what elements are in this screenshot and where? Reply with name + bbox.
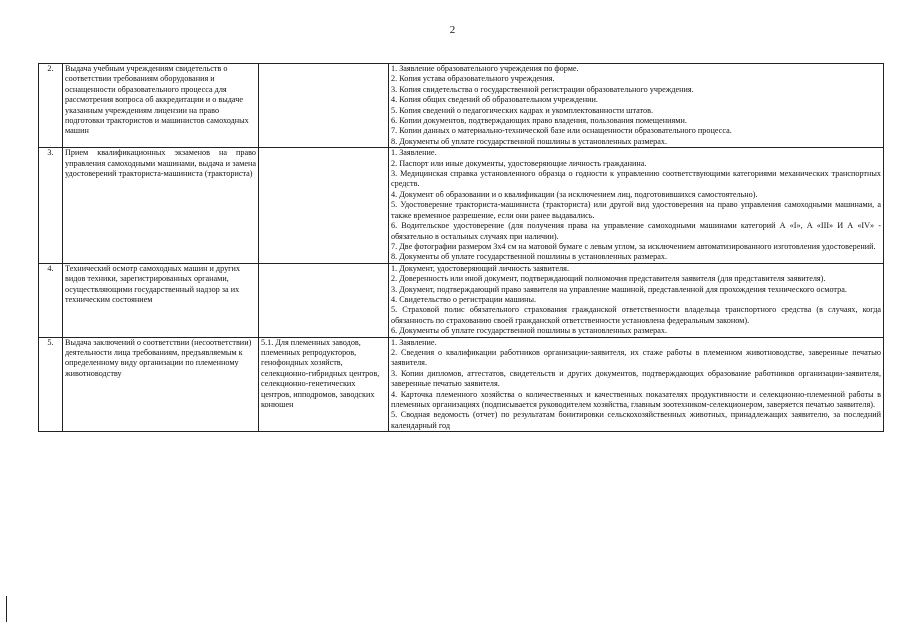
required-documents bbox=[389, 64, 884, 148]
table-row bbox=[39, 64, 884, 148]
page-number: 2 bbox=[449, 24, 456, 36]
table-row bbox=[39, 148, 884, 263]
service-name: Выдача заключений о соответствии (несоответствии) деятельности лица требованиям, предъявляемым к определенному виду организации по племенному животноводству bbox=[63, 337, 259, 432]
service-subtype bbox=[259, 64, 389, 148]
document-item: 3. Документ, подтверждающий право заявителя на управление машиной, представленной для прохождения технического осмотра. bbox=[391, 284, 847, 294]
document-item: 5. Сводная ведомость (отчет) по результатам бонитировки сельскохозяйственных животных, принадлежащих заявителю, за последний календарный год bbox=[391, 410, 881, 430]
table-row bbox=[39, 263, 884, 337]
document-item: 1. Документ, удостоверяющий личность заявителя. bbox=[391, 263, 569, 273]
document-item: 4. Документ об образовании и о квалификации (за исключением лиц, подготовившихся самостоятельно). bbox=[391, 189, 758, 199]
document-item: 1. Заявление. bbox=[391, 148, 437, 158]
row-number: 4. bbox=[39, 263, 63, 337]
required-documents bbox=[389, 148, 884, 263]
required-documents bbox=[389, 263, 884, 337]
required-documents bbox=[389, 337, 884, 432]
document-item: 1. Заявление образовательного учреждения по форме. bbox=[391, 64, 579, 73]
margin-mark bbox=[6, 596, 7, 622]
document-item: 4. Свидетельство о регистрации машины. bbox=[391, 294, 537, 304]
document-item: 5. Копия сведений о педагогических кадрах и укомплектованности штатов. bbox=[391, 105, 654, 115]
document-item: 4. Карточка племенного хозяйства о количественных и качественных показателях продуктивности и селекционно-племенной работы в племенных организациях (подписывается руководителем хозяйства, главным зоотехником-селекционером, заверяется печатью заявителя). bbox=[391, 389, 881, 409]
document-item: 5. Страховой полис обязательного страхования гражданской ответственности владельца транспортного средства (в случаях, когда обязанность по страхованию своей гражданской ответственности установлена федеральным законом). bbox=[391, 305, 881, 325]
document-item: 2. Паспорт или иные документы, удостоверяющие личность гражданина. bbox=[391, 158, 647, 168]
service-name: Прием квалификационных экзаменов на право управления самоходными машинами, выдача и замена удостоверений тракториста-машиниста (тракториста) bbox=[63, 148, 259, 263]
document-item: 2. Сведения о квалификации работников организации-заявителя, их стаже работы в племенном животноводстве, заверенные печатью заявителя. bbox=[391, 347, 881, 368]
document-item: 1. Заявление. bbox=[391, 337, 437, 347]
document-item: 8. Документы об уплате государственной пошлины в установленных размерах. bbox=[391, 252, 667, 262]
service-name: Технический осмотр самоходных машин и других видов техники, зарегистрированных органами, осуществляющими государственный надзор за их техническим состоянием bbox=[63, 263, 259, 337]
document-item: 6. Водительское удостоверение (для получения права на управление самоходными машинами категорий А «I», А «III» И А «IV» - обязательно в остальных случаях при наличии). bbox=[391, 221, 881, 241]
document-item: 6. Документы об уплате государственной пошлины в установленных размерах. bbox=[391, 326, 667, 336]
document-item: 3. Медицинская справка установленного образца о годности к управлению соответствующими категориями механических транспортных средств. bbox=[391, 169, 881, 189]
document-item: 6. Копии документов, подтверждающих право владения, пользования помещениями. bbox=[391, 116, 687, 126]
document-item: 4. Копия общих сведений об образовательном учреждении. bbox=[391, 95, 598, 105]
service-name: Выдача учебным учреждениям свидетельств о соответствии требованиям оборудования и оснащенности образовательного процесса для рассмотрения вопроса об аккредитации и о выдаче указанным учреждениям лицензии на право подготовки трактористов и машинистов самоходных машин bbox=[63, 64, 259, 148]
document-item: 8. Документы об уплате государственной пошлины в установленных размерах. bbox=[391, 136, 667, 146]
document-item: 2. Копия устава образовательного учреждения. bbox=[391, 74, 555, 84]
row-number: 3. bbox=[39, 148, 63, 263]
services-table bbox=[38, 63, 884, 432]
document-item: 3. Копии дипломов, аттестатов, свидетельств и других документов, подтверждающих образование работников организации-заявителя, заверенные печатью заявителя. bbox=[391, 368, 881, 389]
service-subtype bbox=[259, 263, 389, 337]
row-number: 5. bbox=[39, 337, 63, 432]
document-item: 7. Две фотографии размером 3x4 см на матовой бумаге с левым углом, за исключением автоматизированного изготовления удостоверений. bbox=[391, 241, 876, 251]
document-item: 2. Доверенность или иной документ, подтверждающий полномочия представителя заявителя (для представителя заявителя). bbox=[391, 274, 826, 284]
row-number: 2. bbox=[39, 64, 63, 148]
service-subtype: 5.1. Для племенных заводов, племенных репродукторов, генофондных хозяйств, селекционно-гибридных центров, селекционно-генетических центров, ипподромов, заводских конюшен bbox=[259, 337, 389, 432]
document-item: 7. Копии данных о материально-технической базе или оснащенности образовательного процесса. bbox=[391, 126, 732, 136]
document-item: 3. Копия свидетельства о государственной регистрации образовательного учреждения. bbox=[391, 84, 694, 94]
table-row bbox=[39, 337, 884, 432]
service-subtype bbox=[259, 148, 389, 263]
document-item: 5. Удостоверение тракториста-машиниста (тракториста) или другой вид удостоверения на право управления самоходными машинами, а также временное разрешение, если они ранее выдавались. bbox=[391, 200, 881, 220]
